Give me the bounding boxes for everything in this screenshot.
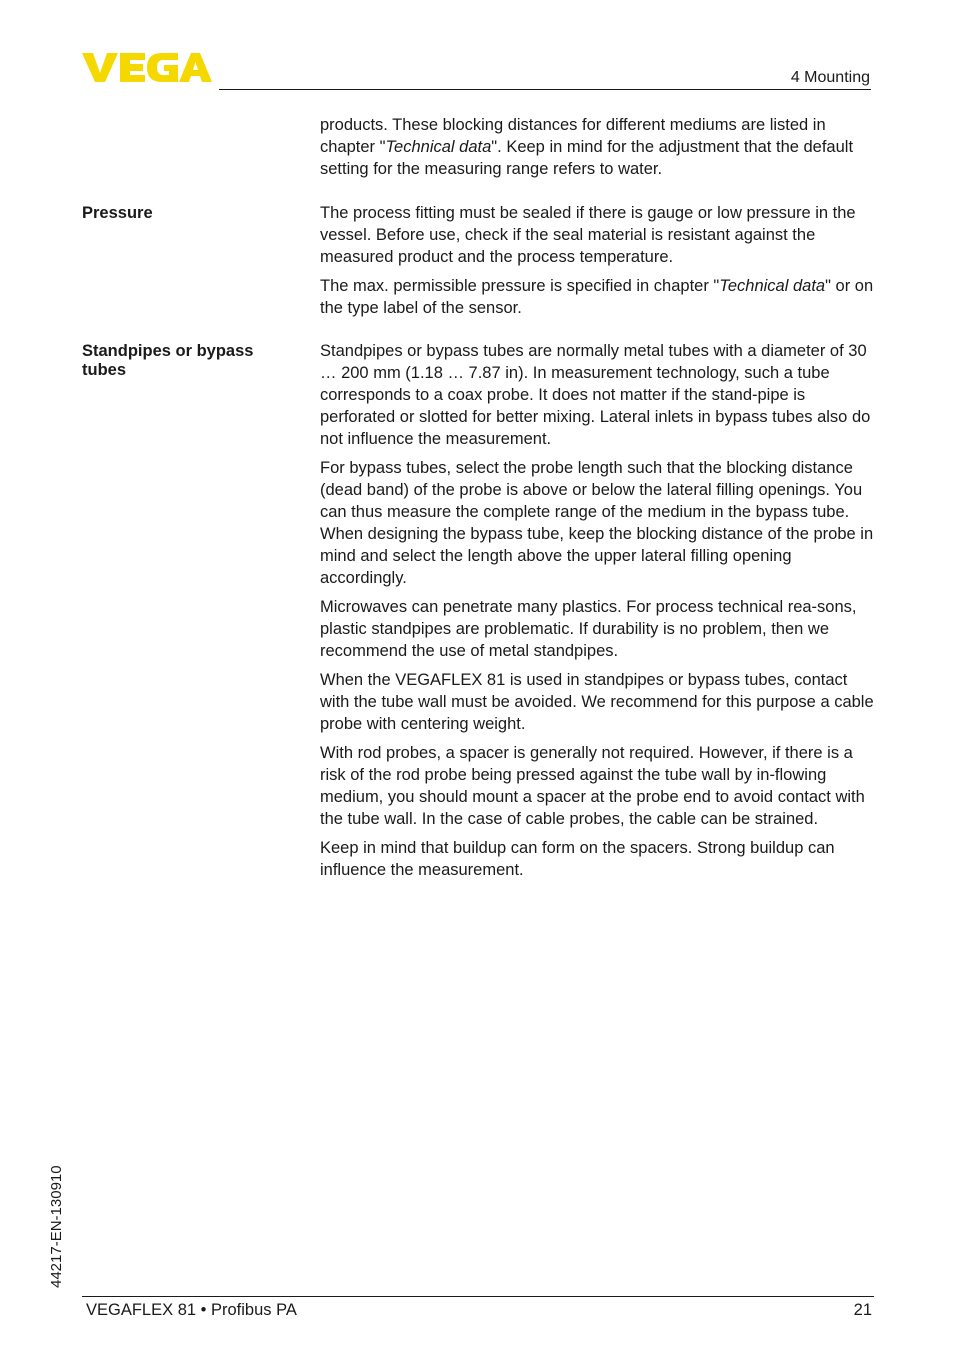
pressure-paragraph-2: The max. permissible pressure is specified in chapter "Technical data" or on the type label of the sensor.: [320, 277, 874, 317]
standpipes-paragraph-5: With rod probes, a spacer is generally not required. However, if there is a risk of the rod probe being pressed against the tube wall by in-flowing medium, you should mount a spacer at the probe end to avoid contact with the tube wall. In the case of cable probes, the cable can be strained.: [320, 744, 865, 828]
standpipes-paragraph-1: Standpipes or bypass tubes are normally metal tubes with a diameter of 30 … 200 mm (1.18 … 7.87 in). In measurement technology, such a tube corresponds to a coax probe. It does not matter if the stand-pipe is perforated or slotted for better mixing. Lateral inlets in bypass tubes also do not influence the measurement.: [320, 342, 871, 448]
document-code: 44217-EN-130910: [48, 1165, 65, 1288]
pressure-heading: Pressure: [82, 204, 153, 222]
footer-divider: [82, 1296, 874, 1297]
standpipes-paragraph-4: When the VEGAFLEX 81 is used in standpipes or bypass tubes, contact with the tube wall must be avoided. We recommend for this purpose a cable probe with centering weight.: [320, 671, 874, 733]
pressure-paragraph-1: The process fitting must be sealed if there is gauge or low pressure in the vessel. Before use, check if the seal material is resistant against the measured product and the process temperature.: [320, 204, 856, 266]
standpipes-block: [320, 340, 876, 888]
intro-paragraph: products. These blocking distances for different mediums are listed in chapter "Technical data". Keep in mind for the adjustment that the default setting for the measuring range refers to water.: [320, 116, 854, 178]
vega-logo: [82, 50, 212, 84]
standpipes-paragraph-6: Keep in mind that buildup can form on the spacers. Strong buildup can influence the measurement.: [320, 839, 835, 879]
header-divider: [219, 89, 871, 90]
header-section-title: 4 Mounting: [790, 69, 870, 86]
pressure-block: [320, 202, 876, 326]
footer-product: VEGAFLEX 81 • Profibus PA: [86, 1301, 297, 1319]
standpipes-paragraph-3: Microwaves can penetrate many plastics. For process technical rea-sons, plastic standpipes are problematic. If durability is no problem, then we recommend the use of metal standpipes.: [320, 598, 857, 660]
page-number: 21: [853, 1301, 872, 1319]
standpipes-heading: Standpipes or bypass tubes: [82, 342, 254, 379]
intro-block: [320, 114, 876, 187]
standpipes-paragraph-2: For bypass tubes, select the probe length such that the blocking distance (dead band) of the probe is above or below the lateral filling openings. You can thus measure the complete range of the medium in the bypass tube. When designing the bypass tube, keep the blocking distance of the probe in mind and select the length above the upper lateral filling opening accordingly.: [320, 459, 874, 587]
